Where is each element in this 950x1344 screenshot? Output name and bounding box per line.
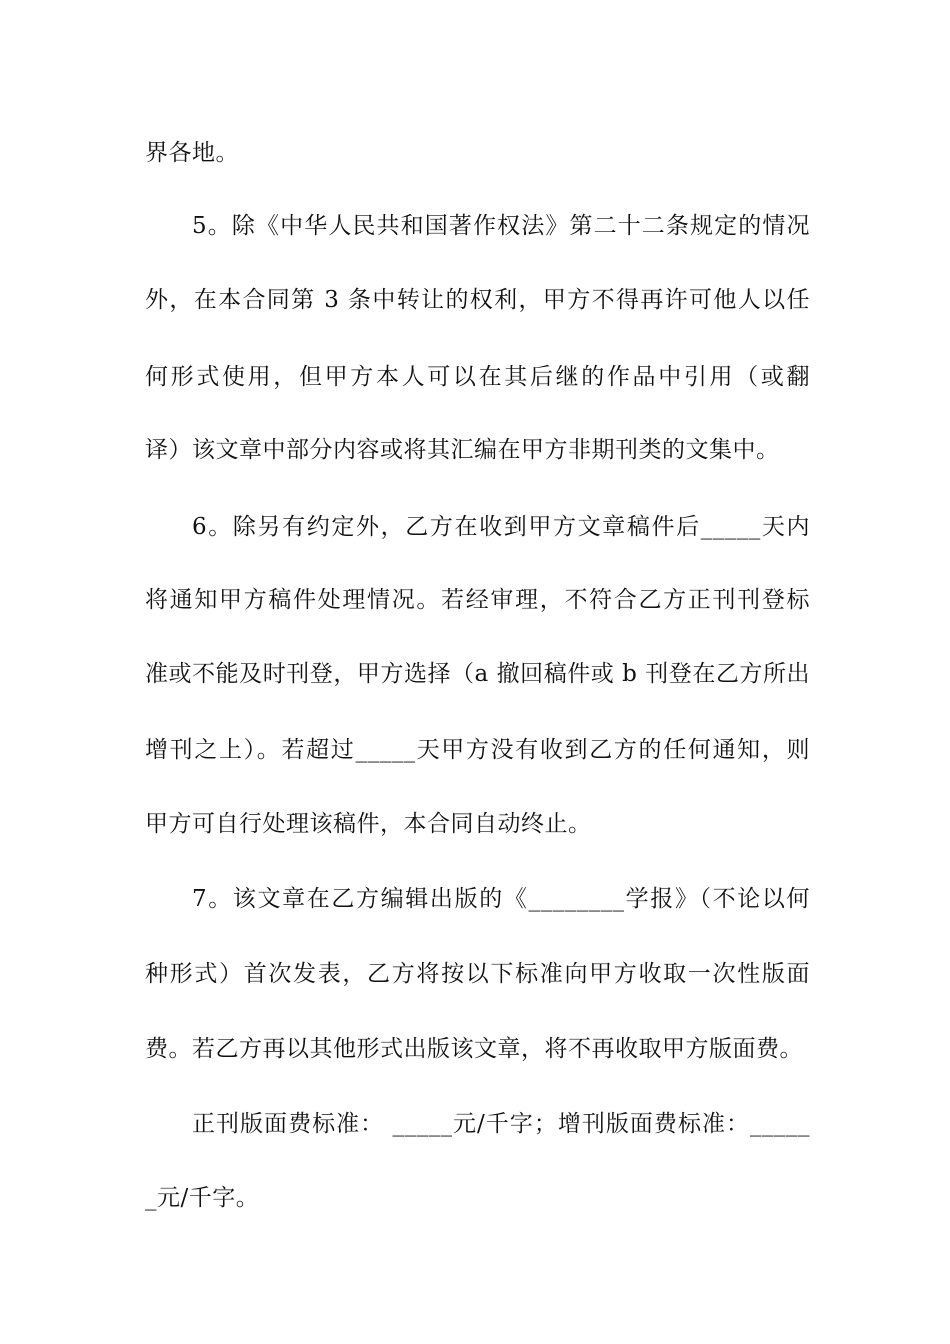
clause-5-line-1: 5。除《中华人民共和国著作权法》第二十二条规定的情况 xyxy=(192,213,810,239)
fee-standard-line-1: 正刊版面费标准： _____元/千字；增刊版面费标准：_____ xyxy=(192,1111,810,1137)
clause-6-line-2: 将通知甲方稿件处理情况。若经审理，不符合乙方正刊刊登标 xyxy=(145,587,810,613)
clause-5-line-4: 译）该文章中部分内容或将其汇编在甲方非期刊类的文集中。 xyxy=(145,437,780,463)
clause-5-line-2: 外，在本合同第 3 条中转让的权利，甲方不得再许可他人以任 xyxy=(145,287,810,313)
clause-6-line-1: 6。除另有约定外，乙方在收到甲方文章稿件后_____天内 xyxy=(192,514,810,540)
clause-7-line-3: 费。若乙方再以其他形式出版该文章，将不再收取甲方版面费。 xyxy=(145,1036,803,1062)
fee-standard-line-2: _元/千字。 xyxy=(145,1185,260,1211)
clause-5-line-3: 何形式使用，但甲方本人可以在其后继的作品中引用（或翻 xyxy=(145,364,810,390)
clause-7-line-1: 7。该文章在乙方编辑出版的《________学报》（不论以何 xyxy=(192,886,810,912)
text-line-1: 界各地。 xyxy=(145,140,239,166)
clause-7-line-2: 种形式）首次发表，乙方将按以下标准向甲方收取一次性版面 xyxy=(145,961,810,987)
clause-6-line-4: 增刊之上）。若超过_____天甲方没有收到乙方的任何通知，则 xyxy=(145,737,810,763)
clause-6-line-3: 准或不能及时刊登，甲方选择（a 撤回稿件或 b 刊登在乙方所出 xyxy=(145,661,810,687)
clause-6-line-5: 甲方可自行处理该稿件，本合同自动终止。 xyxy=(145,811,592,837)
